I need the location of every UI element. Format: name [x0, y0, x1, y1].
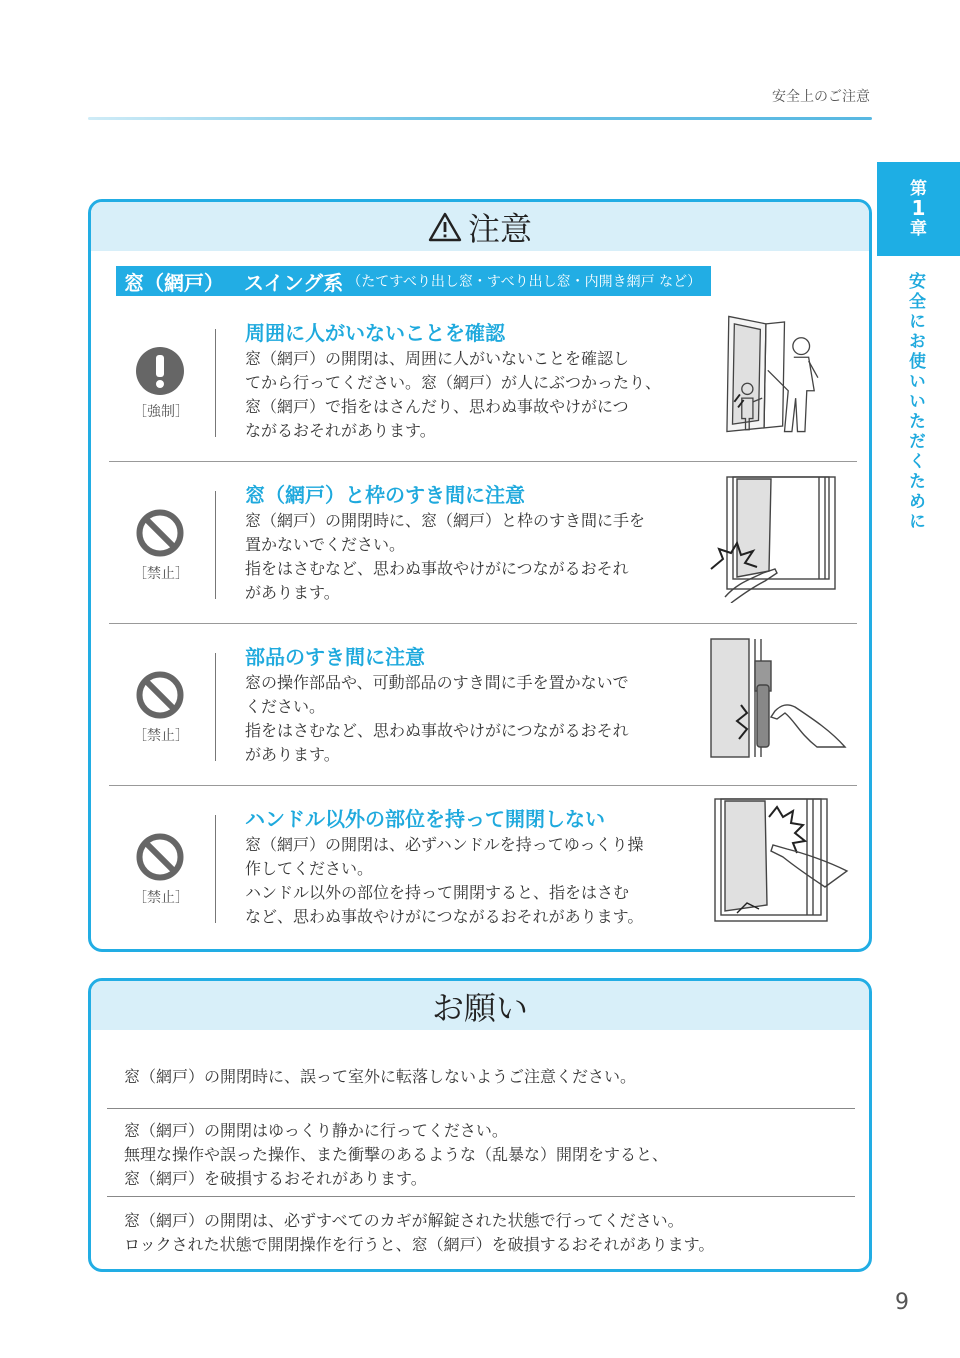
chapter-tab-number: 1 — [911, 196, 926, 221]
item-body-line: 指をはさむなど、思わぬ事故やけがにつながるおそれ — [245, 721, 629, 740]
request-header — [91, 981, 869, 1030]
item-body-line: てから行ってください。窓（網戸）が人にぶつかったり、 — [245, 373, 662, 392]
symbol-label: ［強制］ — [133, 404, 189, 420]
category-bar — [116, 266, 711, 296]
request-note-line: 窓（網戸）の開閉時に、誤って室外に転落しないようご注意ください。 — [124, 1067, 637, 1086]
item-body-line: があります。 — [245, 583, 340, 602]
request-note-line: 無理な操作や誤った操作、また衝撃のあるような（乱暴な）開閉をすると、 — [124, 1145, 669, 1164]
divider — [109, 623, 857, 624]
request-heading: お願い — [431, 988, 528, 1027]
request-box — [88, 978, 872, 1272]
prohibition-icon — [135, 508, 185, 558]
divider — [107, 1196, 855, 1197]
symbol-label: ［禁止］ — [133, 890, 189, 906]
divider — [107, 1108, 855, 1109]
item-body-line: ハンドル以外の部位を持って開閉すると、指をはさむ — [245, 883, 630, 902]
item-body-line: 窓（網戸）の開閉は、必ずハンドルを持ってゆっくり操 — [245, 835, 644, 854]
item-body-line: 窓（網戸）の開閉時に、窓（網戸）と枠のすき間に手を — [245, 511, 646, 530]
item-body-line: など、思わぬ事故やけがにつながるおそれがあります。 — [245, 907, 644, 926]
hand-near-handle-illustration — [707, 635, 849, 765]
request-note — [124, 1209, 844, 1257]
category-window-type: 窓（網戸） — [124, 270, 224, 295]
chapter-tab-label-bottom: 章 — [910, 218, 927, 239]
request-note-line: 窓（網戸）を破損するおそれがあります。 — [124, 1169, 427, 1188]
item-title: ハンドル以外の部位を持って開閉しない — [245, 807, 605, 831]
item-body — [245, 509, 685, 605]
item-body — [245, 833, 685, 929]
prohibition-icon — [135, 670, 185, 720]
request-note-line: 窓（網戸）の開閉は、必ずすべてのカギが解錠された状態で行ってください。 — [124, 1211, 684, 1230]
item-body-line: 窓（網戸）の開閉は、周囲に人がいないことを確認し — [245, 349, 630, 368]
item-divider-vertical — [215, 491, 216, 599]
section-title: 安全上のご注意 — [772, 89, 870, 105]
divider — [109, 461, 857, 462]
prohibition-icon — [135, 832, 185, 882]
item-title: 部品のすき間に注意 — [245, 645, 425, 669]
item-body-line: 作してください。 — [245, 859, 374, 878]
item-title: 周囲に人がいないことを確認 — [245, 321, 505, 345]
item-body-line: 窓（網戸）で指をはさんだり、思わぬ事故やけがにつ — [245, 397, 629, 416]
request-note — [124, 1119, 844, 1191]
chapter-tab — [877, 162, 960, 256]
page-number: 9 — [895, 1290, 909, 1315]
caution-heading: 注意 — [467, 209, 532, 248]
item-divider-vertical — [215, 653, 216, 761]
item-title: 窓（網戸）と枠のすき間に注意 — [245, 483, 525, 507]
caution-item — [109, 305, 856, 465]
symbol-label: ［禁止］ — [133, 566, 189, 582]
symbol-label: ［禁止］ — [133, 728, 189, 744]
request-note-line: ロックされた状態で開閉操作を行うと、窓（網戸）を破損するおそれがあります。 — [124, 1235, 715, 1254]
item-body-line: 置かないでください。 — [245, 535, 406, 554]
item-divider-vertical — [215, 329, 216, 437]
caution-item — [109, 467, 856, 627]
header-rule — [88, 117, 872, 120]
warning-icon — [428, 212, 462, 242]
item-body — [245, 347, 685, 443]
caution-header — [91, 202, 869, 251]
item-body-line: ください。 — [245, 697, 326, 716]
item-body — [245, 671, 685, 767]
item-body-line: があります。 — [245, 745, 340, 764]
divider — [109, 785, 857, 786]
item-body-line: 窓の操作部品や、可動部品のすき間に手を置かないで — [245, 673, 629, 692]
chapter-tab-label-top: 第 — [910, 178, 927, 199]
category-examples: （たてすべり出し窓・すべり出し窓・内開き網戸 など） — [347, 274, 702, 290]
hand-on-frame-illustration — [707, 795, 849, 925]
request-note-line: 窓（網戸）の開閉はゆっくり静かに行ってください。 — [124, 1121, 508, 1140]
exclamation-icon — [135, 346, 185, 396]
caution-item — [109, 791, 856, 951]
category-mechanism: スイング系 — [244, 270, 344, 295]
item-body-line: ながるおそれがあります。 — [245, 421, 436, 440]
item-body-line: 指をはさむなど、思わぬ事故やけがにつながるおそれ — [245, 559, 629, 578]
chapter-side-title: 安全にお使いいただくために — [905, 272, 925, 532]
item-divider-vertical — [215, 815, 216, 923]
caution-box — [88, 199, 872, 952]
hand-in-window-gap-illustration — [707, 473, 849, 603]
caution-item — [109, 629, 856, 789]
people-near-window-illustration — [707, 309, 849, 439]
request-note — [124, 1065, 844, 1089]
